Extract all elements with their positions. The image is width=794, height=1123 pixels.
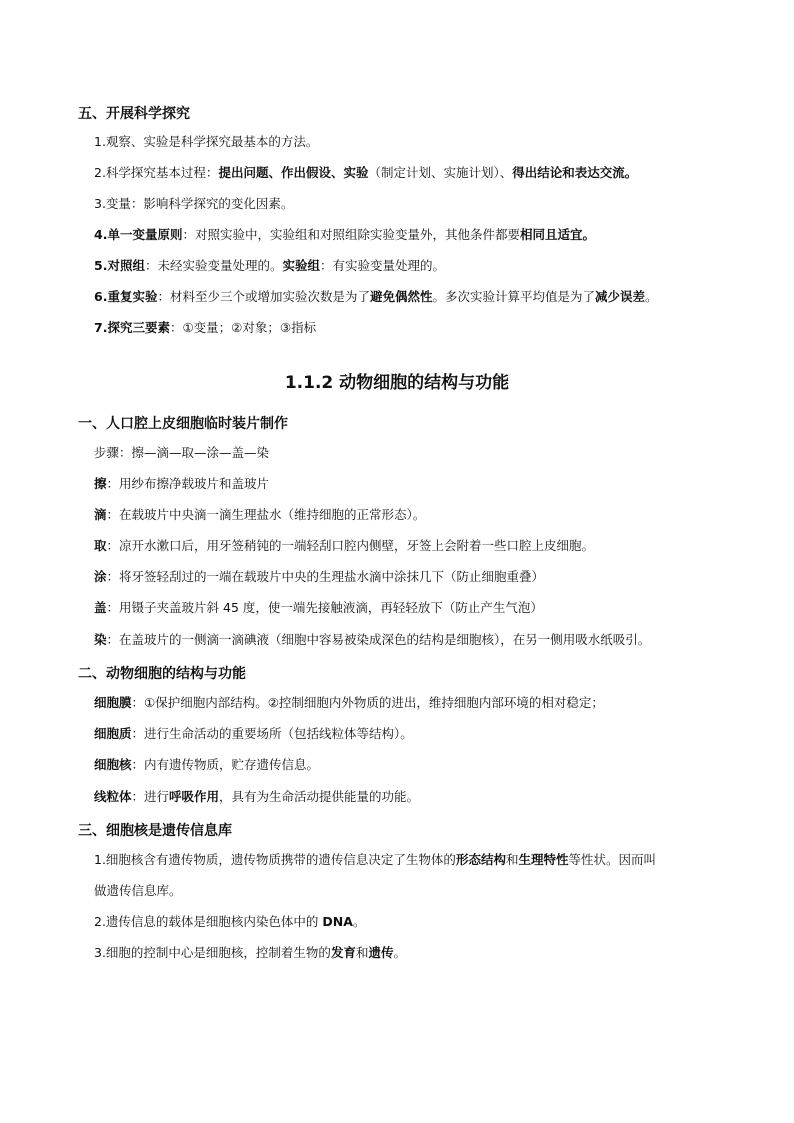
section-heading: 二、动物细胞的结构与功能 [78,666,246,682]
paragraph: 步骤：擦—滴—取—涂—盖—染 [94,445,270,460]
section-heading: 五、开展科学探究 [78,106,190,122]
paragraph: 5.对照组：未经实验变量处理的。实验组：有实验变量处理的。 [94,258,445,273]
paragraph: 擦：用纱布擦净载玻片和盖玻片 [94,476,270,491]
paragraph: 细胞膜：①保护细胞内部结构。②控制细胞内外物质的进出，维持细胞内部环境的相对稳定； [94,695,604,710]
paragraph: 7.探究三要素：①变量；②对象；③指标 [94,320,317,335]
section-heading: 一、人口腔上皮细胞临时装片制作 [78,416,288,432]
paragraph: 细胞核：内有遗传物质，贮存遗传信息。 [94,757,320,772]
paragraph: 6.重复实验：材料至少三个或增加实验次数是为了避免偶然性。多次实验计算平均值是为了减少误差。 [94,289,658,304]
paragraph: 2.遗传信息的载体是细胞核内染色体中的 DNA。 [94,914,366,929]
paragraph: 3.变量：影响科学探究的变化因素。 [94,196,294,211]
paragraph: 涂：将牙签轻刮过的一端在载玻片中央的生理盐水滴中涂抹几下（防止细胞重叠） [94,569,545,584]
section-heading: 三、细胞核是遗传信息库 [78,823,232,839]
paragraph: 取：凉开水漱口后，用牙签稍钝的一端轻刮口腔内侧壁，牙签上会附着一些口腔上皮细胞。 [94,538,595,553]
paragraph: 3.细胞的控制中心是细胞核，控制着生物的发育和遗传。 [94,945,406,960]
page-title: 1.1.2 动物细胞的结构与功能 [284,373,510,393]
paragraph: 做遗传信息库。 [94,883,182,898]
paragraph: 染：在盖玻片的一侧滴一滴碘液（细胞中容易被染成深色的结构是细胞核），在另一侧用吸水纸吸引。 [94,632,651,647]
paragraph: 滴：在载玻片中央滴一滴生理盐水（维持细胞的正常形态）。 [94,507,426,522]
paragraph: 盖：用镊子夹盖玻片斜 45 度，使一端先接触液滴，再轻轻放下（防止产生气泡） [94,600,543,615]
paragraph: 细胞质：进行生命活动的重要场所（包括线粒体等结构）。 [94,726,413,741]
paragraph: 2.科学探究基本过程：提出问题、作出假设、实验（制定计划、实施计划）、得出结论和表达交流。 [94,165,638,180]
paragraph: 1.观察、实验是科学探究最基本的方法。 [94,134,319,149]
paragraph: 4.单一变量原则：对照实验中，实验组和对照组除实验变量外，其他条件都要相同且适宜。 [94,227,595,242]
paragraph: 线粒体：进行呼吸作用，具有为生命活动提供能量的功能。 [94,789,420,804]
paragraph: 1.细胞核含有遗传物质，遗传物质携带的遗传信息决定了生物体的形态结构和生理特性等性状。因而叫 [94,852,656,867]
